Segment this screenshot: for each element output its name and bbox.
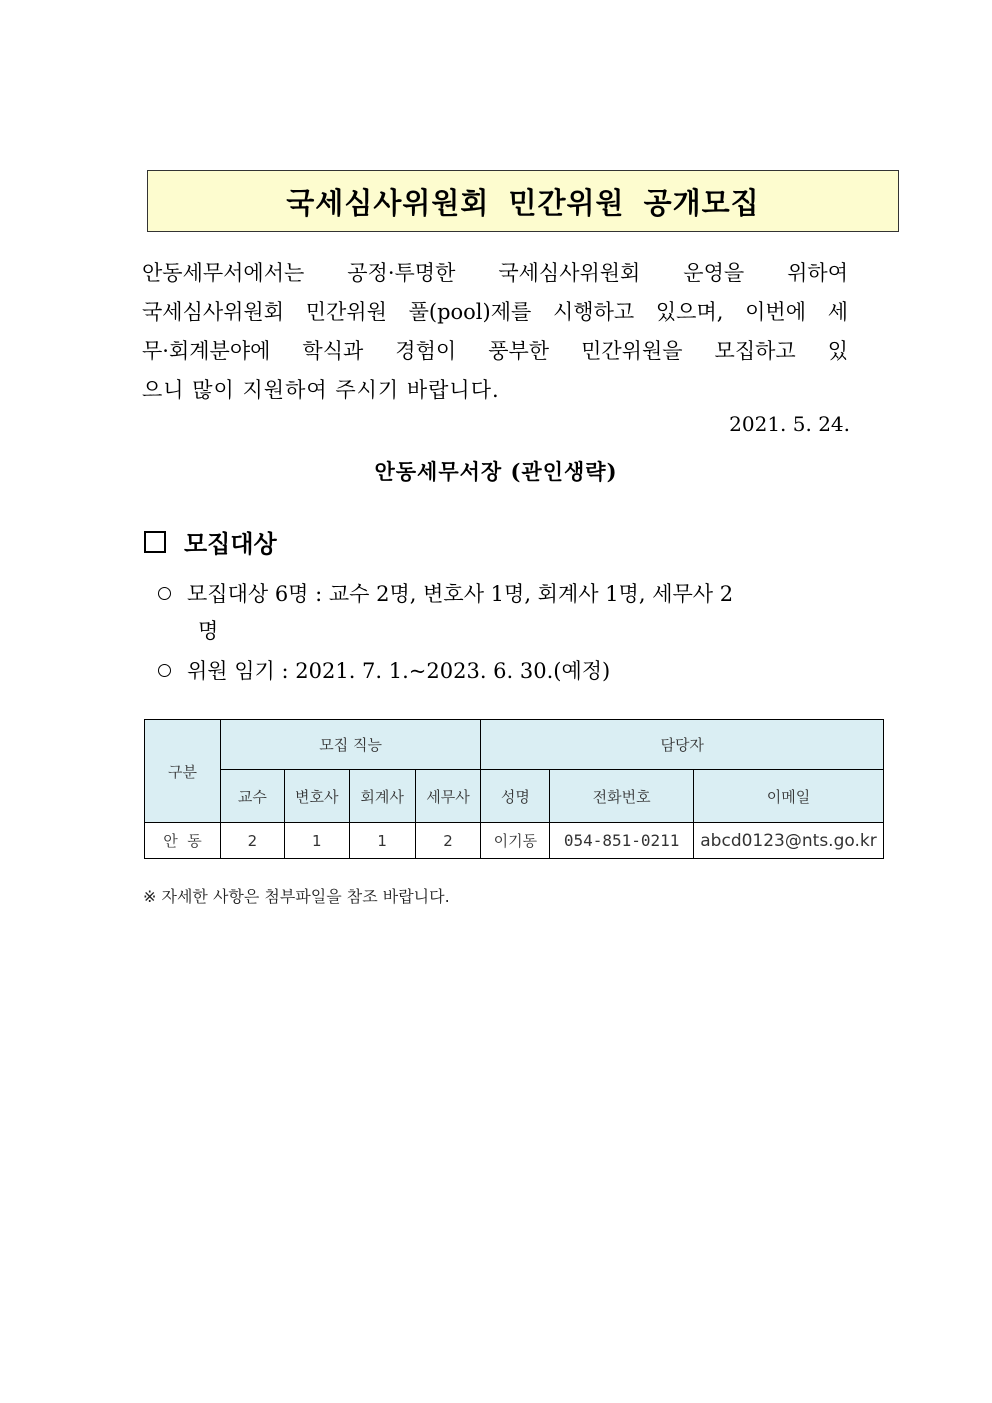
title-box xyxy=(147,170,899,232)
signer: 안동세무서장 (관인생략) xyxy=(374,459,618,484)
table-row xyxy=(145,823,884,859)
notice-date: 2021. 5. 24. xyxy=(729,412,850,436)
intro-line: 국세심사위원회 민간위원 풀(pool)제를 시행하고 있으며, 이번에 세 xyxy=(142,300,848,324)
intro-line: 으니 많이 지원하여 주시기 바랍니다. xyxy=(142,378,500,402)
cell-accountant: 1 xyxy=(349,823,415,859)
header-recruit-group: 모집 직능 xyxy=(220,720,481,770)
header-lawyer: 변호사 xyxy=(284,770,349,823)
table-subheader-row xyxy=(145,770,884,823)
intro-line: 무·회계분야에 학식과 경험이 풍부한 민간위원을 모집하고 있 xyxy=(142,339,848,363)
cell-tax-accountant: 2 xyxy=(415,823,481,859)
intro-line: 안동세무서에서는 공정·투명한 국세심사위원회 운영을 위하여 xyxy=(142,261,848,285)
section-heading xyxy=(144,524,277,559)
intro-paragraph xyxy=(142,254,848,410)
bullet-item xyxy=(158,576,733,612)
bullet-text: 모집대상 6명 : 교수 2명, 변호사 1명, 회계사 1명, 세무사 2 xyxy=(187,582,734,606)
cell-lawyer: 1 xyxy=(284,823,349,859)
checkbox-square-icon xyxy=(144,531,166,553)
header-category: 구분 xyxy=(145,720,221,823)
header-phone: 전화번호 xyxy=(550,770,694,823)
header-email: 이메일 xyxy=(694,770,884,823)
circle-bullet-icon xyxy=(158,664,171,677)
recruitment-table xyxy=(144,719,884,859)
cell-professor: 2 xyxy=(220,823,284,859)
bullet-continuation: 명 xyxy=(198,619,219,643)
circle-bullet-icon xyxy=(158,587,171,600)
bullet-text: 위원 임기 : 2021. 7. 1.~2023. 6. 30.(예정) xyxy=(187,659,611,683)
header-contact-group: 담당자 xyxy=(481,720,884,770)
header-professor: 교수 xyxy=(220,770,284,823)
cell-phone: 054-851-0211 xyxy=(550,823,694,859)
header-tax-accountant: 세무사 xyxy=(415,770,481,823)
cell-name: 이기동 xyxy=(481,823,550,859)
page-title: 국세심사위원회 민간위원 공개모집 xyxy=(286,185,760,220)
header-accountant: 회계사 xyxy=(349,770,415,823)
cell-category: 안 동 xyxy=(145,823,221,859)
footnote: ※ 자세한 사항은 첨부파일을 참조 바랍니다. xyxy=(143,887,450,906)
section-heading-label: 모집대상 xyxy=(184,530,277,558)
table-header-row xyxy=(145,720,884,770)
bullet-item xyxy=(158,653,610,689)
header-name: 성명 xyxy=(481,770,550,823)
cell-email: abcd0123@nts.go.kr xyxy=(694,823,884,859)
